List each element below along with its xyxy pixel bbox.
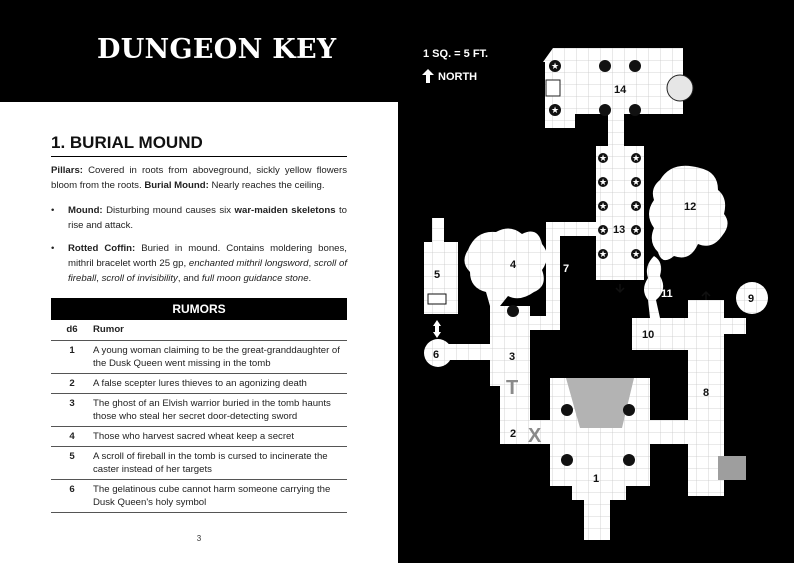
heading-divider bbox=[51, 156, 347, 157]
svg-text:★: ★ bbox=[631, 250, 641, 260]
room-label-4: 4 bbox=[510, 259, 517, 271]
column-header-rumor: Rumor bbox=[93, 320, 347, 341]
corridor-14-13 bbox=[608, 114, 624, 146]
room-label-10: 10 bbox=[642, 329, 655, 341]
rumor-row bbox=[51, 374, 347, 394]
room-label-2: 2 bbox=[510, 428, 517, 440]
rumor-row bbox=[51, 394, 347, 427]
room-3 bbox=[490, 306, 530, 386]
rumor-number: 5 bbox=[51, 447, 93, 480]
svg-text:★: ★ bbox=[550, 106, 560, 116]
corridor-1-south bbox=[584, 500, 610, 540]
room-10 bbox=[632, 318, 688, 350]
svg-text:★: ★ bbox=[598, 226, 608, 236]
bullet-text: Mound: Disturbing mound causes six war-maiden skeletons to rise and attack. bbox=[68, 205, 347, 231]
svg-text:★: ★ bbox=[598, 154, 608, 164]
svg-text:★: ★ bbox=[631, 226, 641, 236]
title-band bbox=[0, 0, 398, 102]
stairs-arrow-8 bbox=[702, 292, 710, 300]
room-label-6: 6 bbox=[433, 349, 440, 361]
room-label-1: 1 bbox=[593, 473, 600, 485]
bullet-dot-icon: • bbox=[51, 243, 55, 254]
room-label-14: 14 bbox=[614, 84, 627, 96]
svg-text:★: ★ bbox=[631, 178, 641, 188]
rumor-text: A young woman claiming to be the great-granddaughter of the Dusk Queen went missing in the tomb bbox=[93, 341, 347, 374]
svg-text:★: ★ bbox=[631, 154, 641, 164]
room-14-circle bbox=[667, 75, 693, 101]
svg-text:★: ★ bbox=[631, 202, 641, 212]
corridor-7-link bbox=[546, 222, 596, 236]
rumors-body bbox=[51, 341, 347, 513]
rumors-table bbox=[51, 320, 347, 513]
corridor-9 bbox=[724, 318, 746, 334]
svg-text:★: ★ bbox=[598, 178, 608, 188]
bullet-dot-icon: • bbox=[51, 205, 55, 216]
room-11 bbox=[644, 256, 663, 318]
rumor-text: A scroll of fireball in the tomb is cursed to incinerate the caster instead of her targets bbox=[93, 447, 347, 480]
room-label-7: 7 bbox=[563, 263, 570, 275]
bullet-rotted-coffin bbox=[51, 241, 347, 286]
svg-text:★: ★ bbox=[598, 250, 608, 260]
room-label-8: 8 bbox=[703, 387, 710, 399]
bullet-mound bbox=[51, 203, 347, 233]
rumor-text: A false scepter lures thieves to an agonizing death bbox=[93, 374, 347, 394]
room-14-block bbox=[546, 80, 560, 96]
room-label-12: 12 bbox=[684, 201, 697, 213]
stairs-arrow-13 bbox=[616, 284, 624, 292]
room-label-9: 9 bbox=[748, 293, 755, 305]
bullet-text: Rotted Coffin: Buried in mound. Contains moldering bones, mithril bracelet worth 25 gp, enchanted mithril longsword, scroll of fireball, scroll of invisibility, and full moon guidance stone. bbox=[68, 243, 347, 284]
x-marker: X bbox=[528, 425, 542, 447]
stairs-arrow-icon bbox=[433, 320, 441, 338]
rumor-row bbox=[51, 480, 347, 513]
rumor-number: 2 bbox=[51, 374, 93, 394]
room-4 bbox=[464, 228, 547, 306]
page-title: DUNGEON KEY bbox=[97, 34, 337, 65]
rumor-number: 3 bbox=[51, 394, 93, 427]
room-description: Pillars: Covered in roots from aboveground, sickly yellow flowers bloom from the roots. Burial Mound: Nearly reaches the ceiling. bbox=[51, 165, 347, 191]
rumor-row bbox=[51, 427, 347, 447]
svg-text:★: ★ bbox=[550, 62, 560, 72]
rumor-row bbox=[51, 341, 347, 374]
map-scale: 1 SQ. = 5 FT. bbox=[423, 48, 489, 60]
north-label: NORTH bbox=[438, 71, 478, 83]
rumor-text: The gelatinous cube cannot harm someone carrying the Dusk Queen's holy symbol bbox=[93, 480, 347, 513]
rumors-header-row bbox=[51, 320, 347, 341]
dungeon-map bbox=[398, 0, 794, 563]
column-header-die: d6 bbox=[51, 320, 93, 341]
room-label-13: 13 bbox=[613, 224, 626, 236]
rumor-number: 6 bbox=[51, 480, 93, 513]
room-label-5: 5 bbox=[434, 269, 441, 281]
rumor-number: 1 bbox=[51, 341, 93, 374]
corridor-6 bbox=[446, 344, 490, 360]
rumors-title: RUMORS bbox=[51, 298, 347, 320]
room-heading: 1. BURIAL MOUND bbox=[51, 133, 203, 152]
trap-marker: T bbox=[506, 377, 519, 399]
rumor-text: The ghost of an Elvish warrior buried in the tomb haunts those who steal her secret door-detecting sword bbox=[93, 394, 347, 427]
room-label-3: 3 bbox=[509, 351, 516, 363]
rumor-number: 4 bbox=[51, 427, 93, 447]
svg-text:★: ★ bbox=[598, 202, 608, 212]
room-label-11: 11 bbox=[661, 288, 673, 300]
page-number: 3 bbox=[196, 534, 202, 543]
rumor-row bbox=[51, 447, 347, 480]
rumor-text: Those who harvest sacred wheat keep a secret bbox=[93, 427, 347, 447]
